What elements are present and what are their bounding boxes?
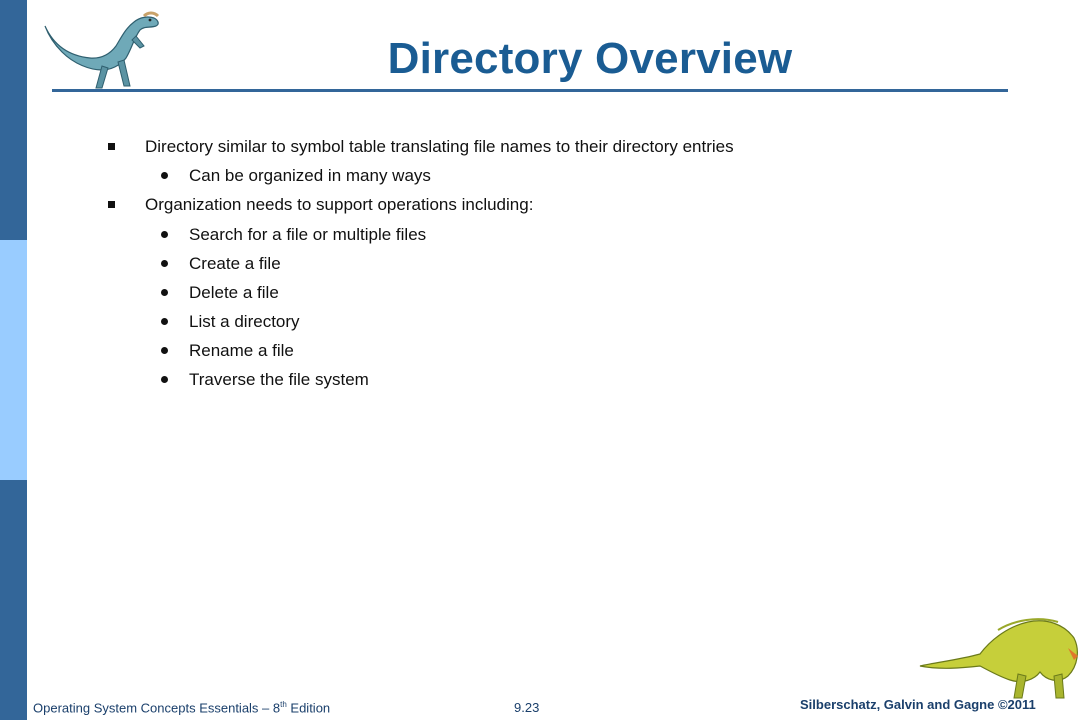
page-title: Directory Overview	[387, 34, 793, 83]
round-bullet-icon	[161, 231, 168, 238]
bullet-1	[145, 137, 734, 157]
round-bullet-icon	[161, 260, 168, 267]
round-bullet-icon	[161, 318, 168, 325]
square-bullet-icon	[108, 201, 115, 208]
round-bullet-icon	[161, 172, 168, 179]
footer-book-title: Operating System Concepts Essentials – 8th Edition	[33, 700, 331, 716]
bullet-1-text: Directory similar to symbol table translating file names to their directory entries	[145, 137, 734, 156]
square-bullet-icon	[108, 143, 115, 150]
round-bullet-icon	[161, 347, 168, 354]
round-bullet-icon	[161, 376, 168, 383]
sub-bullet-text: Search for a file or multiple files	[189, 225, 427, 244]
sub-bullet-text: Create a file	[189, 254, 281, 273]
sub-bullet-text: Can be organized in many ways	[189, 166, 431, 185]
sub-bullet-text: List a directory	[189, 312, 300, 331]
sub-bullet-2-3	[189, 283, 279, 303]
sub-bullet-2-5	[189, 341, 294, 361]
sub-bullet-2-6	[189, 370, 369, 390]
sub-bullet-text: Rename a file	[189, 341, 294, 360]
sub-bullet-text: Delete a file	[189, 283, 279, 302]
bullet-2	[145, 195, 533, 215]
sub-bullet-text: Traverse the file system	[189, 370, 369, 389]
footer-copyright: Silberschatz, Galvin and Gagne ©2011	[800, 697, 1036, 712]
sub-bullet-1-1	[189, 166, 431, 186]
sub-bullet-2-1	[189, 225, 426, 245]
title-divider	[52, 89, 1008, 92]
sub-bullet-2-2	[189, 254, 281, 274]
sub-bullet-2-4	[189, 312, 300, 332]
left-accent-bar-light	[0, 240, 27, 480]
round-bullet-icon	[161, 289, 168, 296]
dinosaur-icon-top	[40, 6, 165, 92]
dinosaur-icon-bottom	[918, 608, 1080, 700]
footer-page-number: 9.23	[514, 700, 540, 715]
bullet-2-text: Organization needs to support operations including:	[145, 195, 534, 214]
